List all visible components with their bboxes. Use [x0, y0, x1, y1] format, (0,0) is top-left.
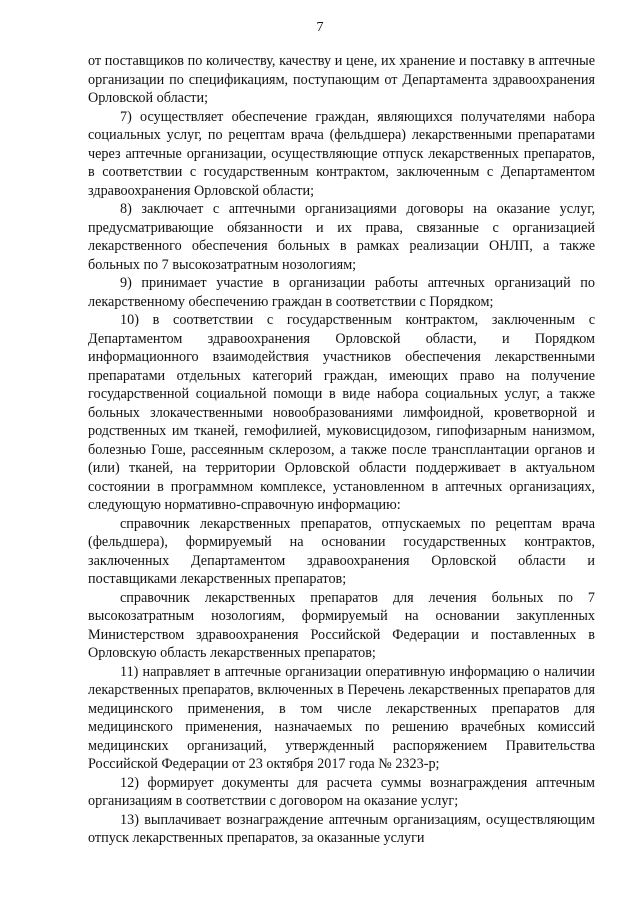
paragraph-item-9: 9) принимает участие в организации работы аптечных организаций по лекарственному обеспечению граждан в соответствии с Порядком;: [88, 275, 595, 310]
paragraph-item-7: 7) осуществляет обеспечение граждан, являющихся получателями набора социальных услуг, по рецептам врача (фельдшера) лекарственными препаратами через аптечные организации, осуществляющие отпуск лекарственных препаратов, в соответствии с государственным контрактом, заключенным с Департаментом здравоохранения Орловской области;: [88, 108, 595, 199]
paragraph-directory-prescriptions: справочник лекарственных препаратов, отпускаемых по рецептам врача (фельдшера), формируемый на основании государственных контрактов, заключенных Департаментом здравоохранения Орловской области и поставщиками лекарственных препаратов;: [88, 515, 595, 587]
paragraph-directory-nosologies: справочник лекарственных препаратов для лечения больных по 7 высокозатратным нозологиям, формируемый на основании закупленных Министерством здравоохранения Российской Федерации и поставленных в Орловскую область лекарственных препаратов;: [88, 589, 595, 661]
paragraph-item-13: 13) выплачивает вознаграждение аптечным организациям, осуществляющим отпуск лекарственных препаратов, за оказанные услуги: [88, 811, 595, 846]
paragraph-continuation: от поставщиков по количеству, качеству и цене, их хранение и поставку в аптечные организации по спецификациям, поступающим от Департамента здравоохранения Орловской области;: [88, 53, 595, 106]
paragraph-item-8: 8) заключает с аптечными организациями договоры на оказание услуг, предусматривающие обязанности и их права, связанные с организацией лекарственного обеспечения больных в рамках реализации ОНЛП, а также больных по 7 высокозатратным нозологиям;: [88, 201, 595, 273]
page-number: 7: [316, 20, 324, 35]
document-body: [88, 52, 595, 848]
paragraph-item-12: 12) формирует документы для расчета суммы вознаграждения аптечным организациям в соответствии с договором на оказание услуг;: [88, 774, 595, 809]
paragraph-item-11: 11) направляет в аптечные организации оперативную информацию о наличии лекарственных препаратов, включенных в Перечень лекарственных препаратов для медицинского применения, в том числе лекарственных препаратов для медицинского применения, назначаемых по решению врачебных комиссий медицинских организаций, утвержденный распоряжением Правительства Российской Федерации от 23 октября 2017 года № 2323-р;: [88, 663, 595, 772]
paragraph-item-10: 10) в соответствии с государственным контрактом, заключенным с Департаментом здравоохранения Орловской области, и Порядком информационного взаимодействия участников обеспечения лекарственными препаратами отдельных категорий граждан, имеющих право на получение государственной социальной помощи в виде набора социальных услуг, а также больных злокачественными новообразованиями лимфоидной, кроветворной и родственных им тканей, гемофилией, муковисцидозом, гипофизарным нанизмом, болезнью Гоше, рассеянным склерозом, а также после трансплантации органов и (или) тканей, на территории Орловской области поддерживает в актуальном состоянии в программном комплексе, установленном в аптечных организациях, следующую нормативно-справочную информацию:: [88, 312, 595, 513]
